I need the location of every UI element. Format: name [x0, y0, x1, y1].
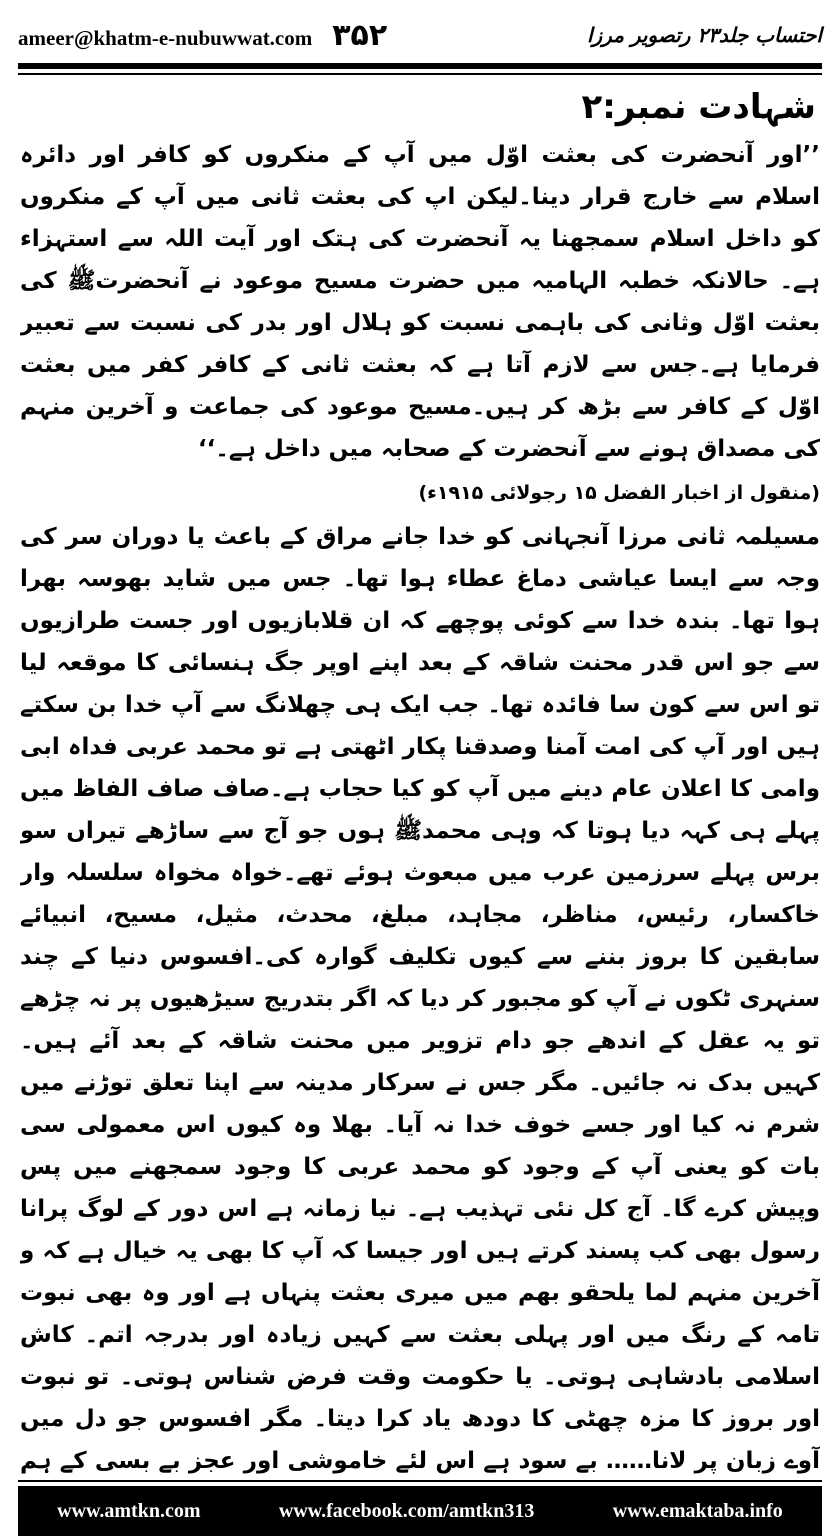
book-title: احتساب جلد۲۳ رتصویر مرزا: [586, 23, 822, 47]
footer-link-amtkn[interactable]: www.amtkn.com: [57, 1499, 201, 1522]
header-email[interactable]: ameer@khatm-e-nubuwwat.com: [18, 25, 313, 50]
page-content: [20, 80, 820, 1475]
section-heading: شہادت نمبر:۲: [581, 87, 816, 127]
citation: (منقول از اخبار الفضل ۱۵ رجولائی ۱۹۱۵ء): [418, 482, 820, 504]
page-number: ۳۵۲: [332, 17, 388, 53]
page-footer: [18, 1486, 822, 1536]
footer-link-facebook[interactable]: www.facebook.com/amtkn313: [278, 1499, 535, 1522]
body-paragraph: مسیلمہ ثانی مرزا آنجہانی کو خدا جانے مراق کے باعث یا دوران سر کی وجہ سے ایسا عیاشی دماغ عطاء ہوا تھا۔ جس میں شاید بھوسہ بھرا ہوا تھا۔ بندہ خدا سے کوئی پوچھے کہ ان قلابازیوں اور جست طرازیوں سے جو اس قدر محنت شاقہ کے بعد اپنے اوپر جگ ہنسائی کا موقعہ لیا تو اس سے کون سا فائدہ تھا۔ جب ایک ہی چھلانگ سے آپ خدا بن سکتے ہیں اور آپ کی امت آمنا وصدقنا پکار اٹھتی ہے تو محمد عربی فداہ ابی وامی کا اعلان عام دینے میں آپ کو کیا حجاب ہے۔صاف صاف الفاظ میں پہلے ہی کہہ دیا ہوتا کہ وہی محمدﷺ ہوں جو آج سے ساڑھے تیراں سو برس پہلے سرزمین عرب میں مبعوث ہوئے تھے۔خواہ مخواہ سلسلہ وار خاکسار، رئیس، مناظر، مجاہد، مبلغ، محدث، مثیل، مسیح، انبیائے سابقین کا بروز بننے سے کیوں تکلیف گوارہ کی۔افسوس دنیا کے چند سنہری ٹکوں نے آپ کو مجبور کر دیا کہ اگر بتدریج سیڑھیوں پر نہ چڑھے تو یہ عقل کے اندھے جو دام تزویر میں محنت شاقہ کے بعد آئے ہیں۔ کہیں بدک نہ جائیں۔ مگر جس نے سرکار مدینہ سے اپنا تعلق توڑنے میں شرم نہ کیا اور جسے خوف خدا نہ آیا۔ بھلا وہ کیوں اس معمولی سی بات کو یعنی آپ کے وجود کو محمد عربی کا وجود سمجھنے میں پس وپیش کرے گا۔ آج کل نئی تہذیب ہے۔ نیا زمانہ ہے اس دور کے لوگ پرانا رسول بھی کب پسند کرتے ہیں اور جیسا کہ آپ کا بھی یہ خیال ہے کہ و آخرین منہم لما یلحقو بھم میں میری بعثت پنہاں ہے اور وہ بھی نبوت تامہ کے رنگ میں اور پہلی بعثت سے کہیں زیادہ اور بدرجہ اتم۔ کاش اسلامی بادشاہی ہوتی۔ یا حکومت وقت فرض شناس ہوتی۔ تو نبوت اور بروز کا مزہ چھٹی کا دودھ یاد کرا دیتا۔ مگر افسوس جو دل میں آوے زبان پر لانا…… بے سود ہے اس لئے خاموشی اور عجز بے بسی کے ہم: [20, 524, 820, 1474]
page-header: [18, 10, 822, 60]
footer-link-emaktaba[interactable]: www.emaktaba.info: [612, 1499, 783, 1522]
header-rule-thin: [18, 73, 822, 75]
header-rule-thick: [18, 63, 822, 69]
quoted-passage: ’’اور آنحضرت کی بعثت اوّل میں آپ کے منکروں کو کافر اور دائرہ اسلام سے خارج قرار دینا۔لیکن اپ کی بعثت ثانی میں آپ کے منکروں کو داخل اسلام سمجھنا یہ آنحضرت کی ہتک اور آیت اللہ سے استہزاء ہے۔ حالانکہ خطبہ الہامیہ میں حضرت مسیح موعود نے آنحضرتﷺ کی بعثت اوّل وثانی کی باہمی نسبت کو ہلال اور بدر کی نسبت سے تعبیر فرمایا ہے۔جس سے لازم آتا ہے کہ بعثت ثانی کے کافر کفر میں بعثت اوّل کے کافر سے بڑھ کر ہیں۔مسیح موعود کی جماعت و آخرین منہم کی مصداق ہونے سے آنحضرت کے صحابہ میں داخل ہے۔‘‘: [20, 142, 820, 462]
footer-rule: [18, 1480, 822, 1482]
header-left: [18, 18, 387, 53]
